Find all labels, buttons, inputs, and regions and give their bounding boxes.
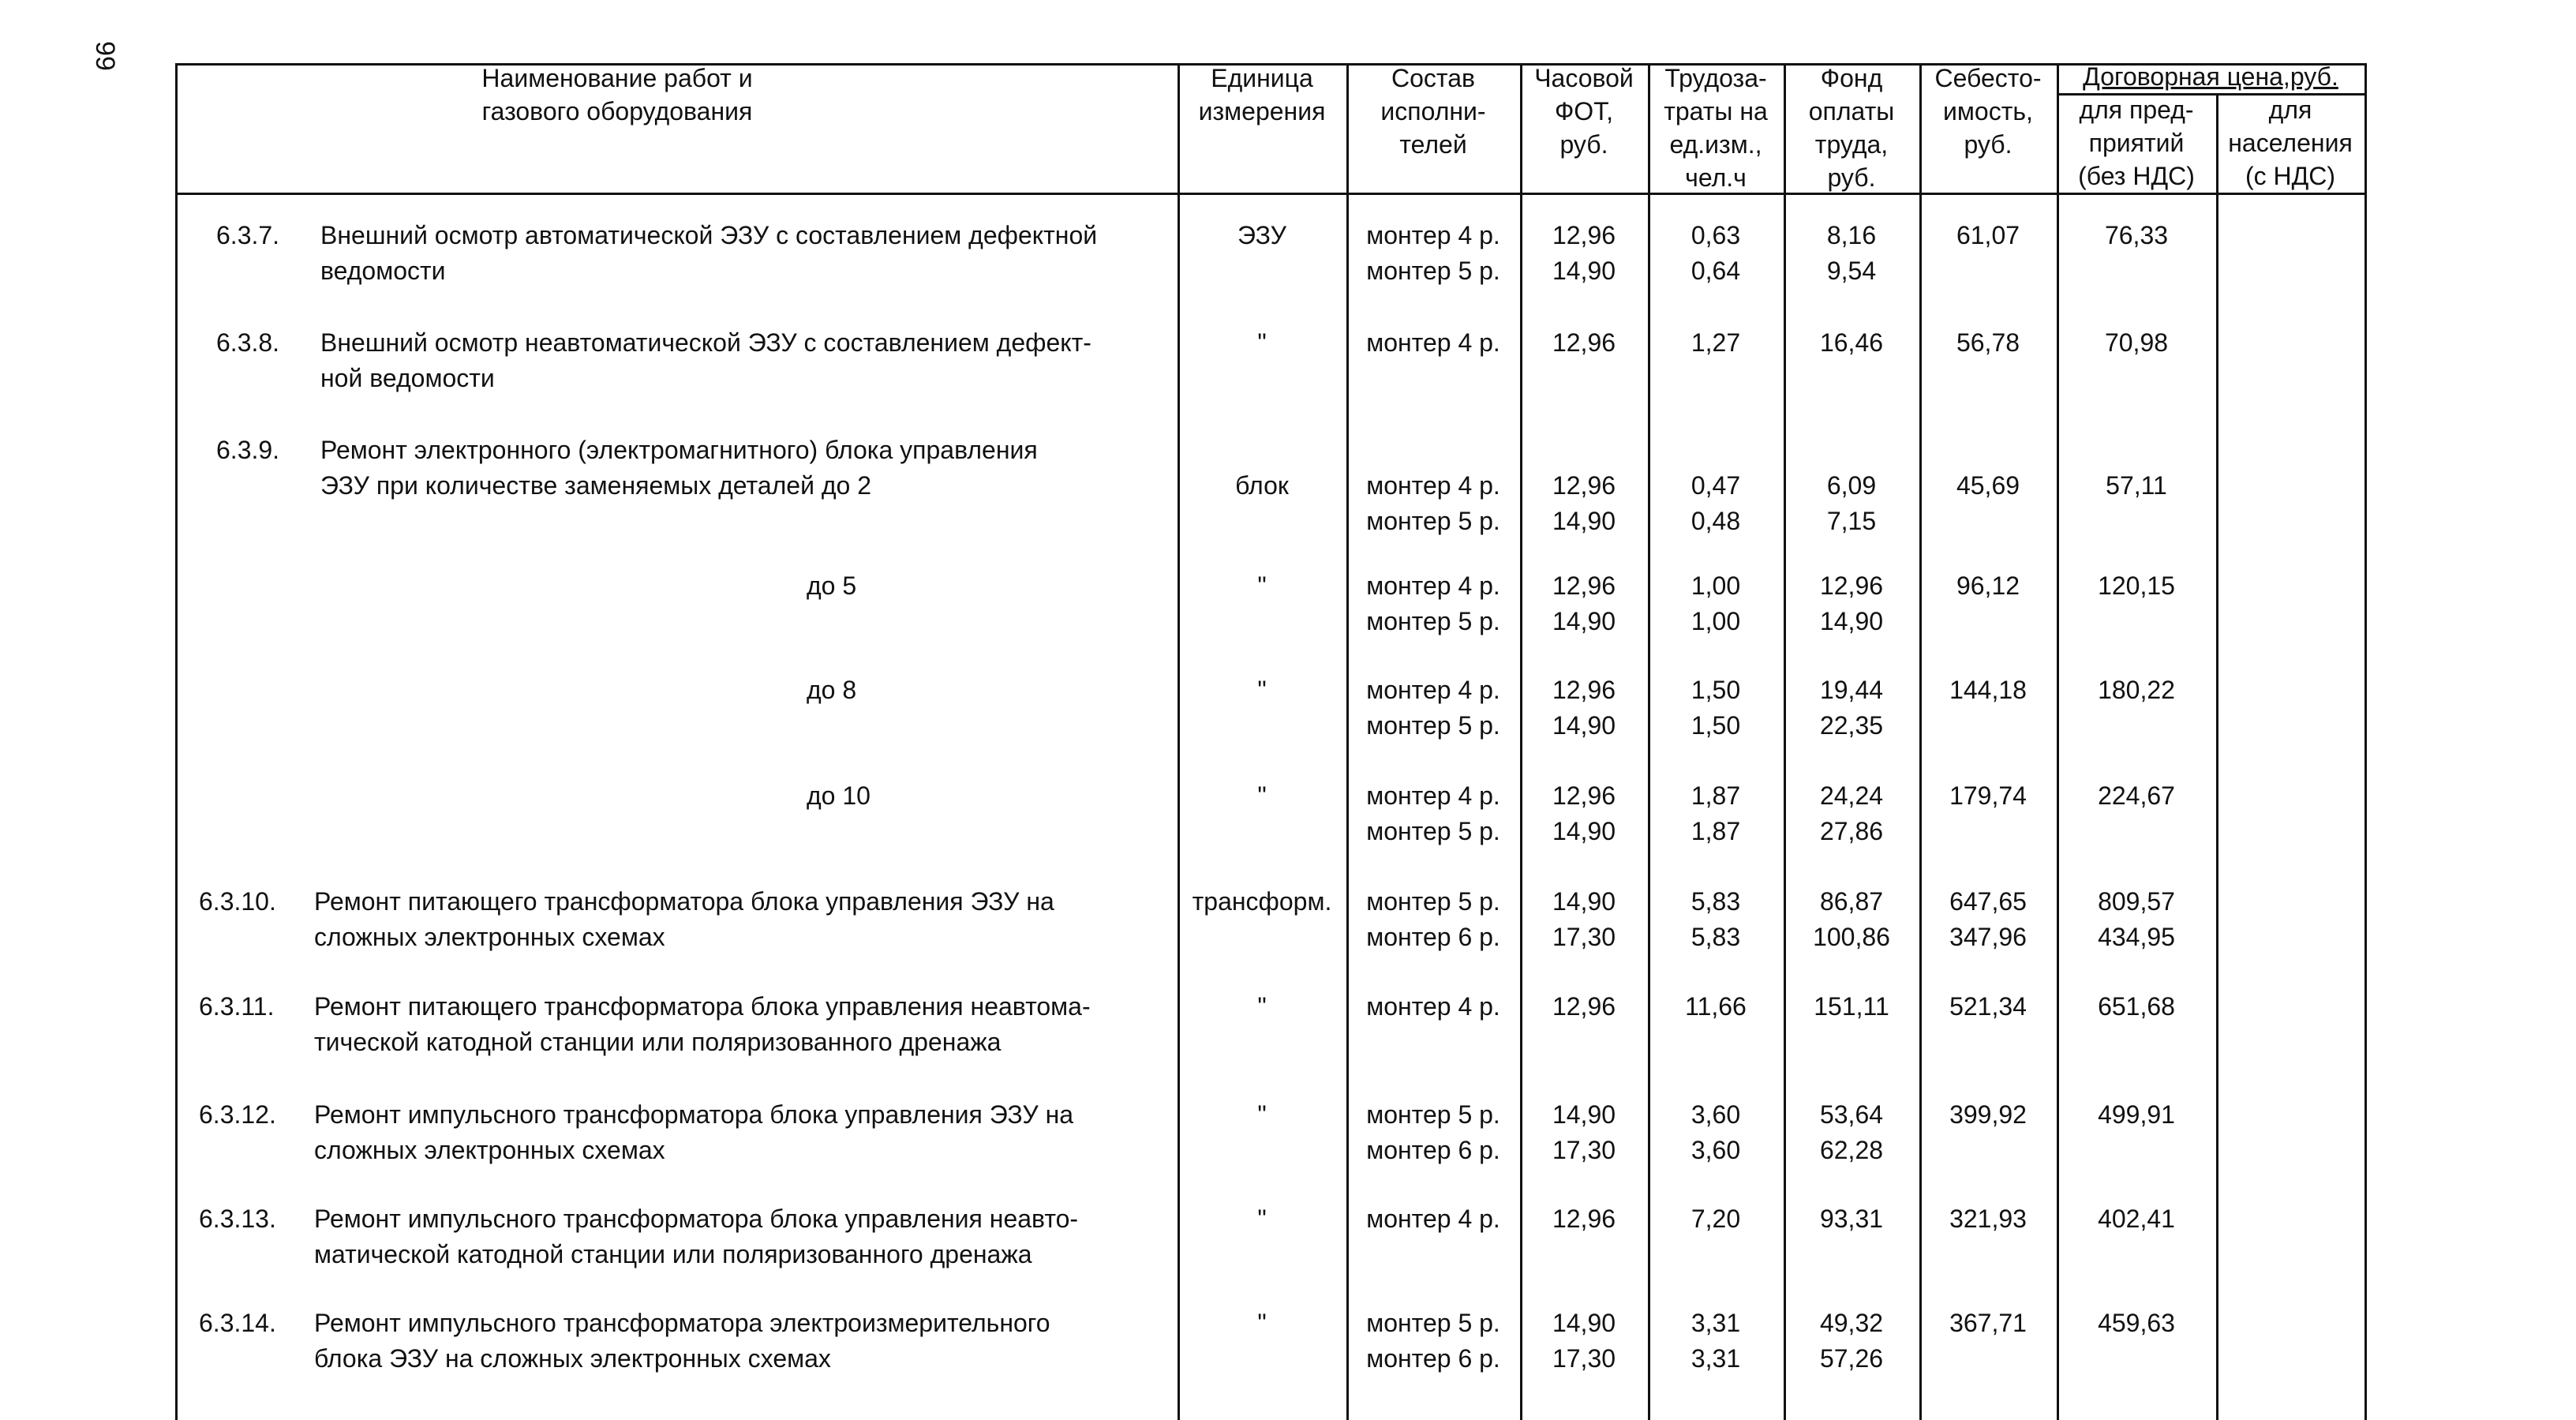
row-name-line (207, 468, 1038, 504)
row-unit-value: трансформ. (1192, 887, 1332, 916)
row-enterprise-value: 70,98 (2104, 328, 2169, 357)
row-labor-value: 1,27 (1690, 328, 1741, 357)
row-staff-value: монтер 4 р. (1366, 221, 1500, 249)
row-fund-value: 100,86 (1813, 923, 1890, 951)
header-staff-line: телей (1399, 130, 1467, 159)
row-name-text: Ремонт электронного (электромагнитного) блока управления (320, 436, 1038, 464)
header-enterprise-line: (без НДС) (2078, 162, 2195, 190)
row-enterprise-value: 402,41 (2098, 1205, 2175, 1233)
row-staff-value: монтер 5 р. (1366, 1309, 1500, 1337)
row-hourly-value: 12,96 (1552, 471, 1616, 500)
row-fund (1784, 1097, 1919, 1168)
row-name-text: сложных электронных схемах (314, 923, 665, 951)
row-name-line (199, 1097, 1074, 1133)
row-staff-value: монтер 5 р. (1366, 607, 1500, 635)
row-labor (1648, 1306, 1784, 1377)
row-fund-value: 12,96 (1819, 571, 1884, 600)
header-population-line: (с НДС) (2245, 162, 2336, 190)
row-labor-value: 5,83 (1690, 923, 1741, 951)
row-fund (1784, 989, 1919, 1025)
row-name-line (207, 1025, 1091, 1060)
row-cost-value: 521,34 (1949, 992, 2027, 1021)
row-cost-value: 399,92 (1949, 1100, 2027, 1129)
row-unit (1178, 1097, 1346, 1133)
row-staff-value: монтер 5 р. (1366, 257, 1500, 285)
row-cost-value: 179,74 (1949, 781, 2027, 810)
header-fund-line: труда, (1814, 130, 1889, 159)
row-unit-value: " (1257, 676, 1267, 704)
row-name-text: Внешний осмотр автоматической ЭЗУ с составлением дефектной (320, 221, 1098, 249)
row-fund-value: 22,35 (1819, 711, 1884, 740)
row-staff-value: монтер 6 р. (1366, 923, 1500, 951)
row-hourly (1520, 1306, 1648, 1377)
row-cost (1919, 325, 2057, 361)
header-contract-price (2057, 60, 2364, 93)
header-unit (1178, 62, 1346, 128)
row-unit (1178, 989, 1346, 1025)
row-fund (1784, 1306, 1919, 1377)
table-row-name (199, 1306, 1050, 1377)
row-number: 6.3.14. (199, 1309, 276, 1337)
row-fund-value: 27,86 (1819, 817, 1884, 845)
header-population-line: населения (2228, 129, 2353, 157)
row-labor (1648, 325, 1784, 361)
row-hourly-value: 14,90 (1552, 711, 1616, 740)
row-staff (1346, 468, 1520, 539)
row-cost-value: 144,18 (1949, 676, 2027, 704)
row-name-text: Ремонт импульсного трансформатора электроизмерительного (314, 1309, 1050, 1337)
row-number: 6.3.10. (199, 887, 276, 916)
row-hourly-value: 14,90 (1552, 1100, 1616, 1129)
row-hourly-value: 17,30 (1552, 1344, 1616, 1373)
header-labor-line: траты на (1664, 97, 1768, 126)
row-staff (1346, 1097, 1520, 1168)
row-unit-value: ЭЗУ (1237, 221, 1286, 249)
row-labor-value: 7,20 (1690, 1205, 1741, 1233)
header-bottom-border (175, 193, 2364, 195)
row-fund (1784, 778, 1919, 849)
row-cost-value: 56,78 (1956, 328, 2020, 357)
row-hourly-value: 12,96 (1552, 221, 1616, 249)
row-hourly (1520, 325, 1648, 361)
row-labor-value: 1,87 (1690, 781, 1741, 810)
column-border-pop (2216, 93, 2218, 1420)
row-name-text: тической катодной станции или поляризованного дренажа (314, 1028, 1002, 1056)
row-cost-value: 61,07 (1956, 221, 2020, 249)
row-staff-value: монтер 4 р. (1366, 571, 1500, 600)
row-staff (1346, 884, 1520, 955)
row-fund-value: 57,26 (1819, 1344, 1884, 1373)
row-name-text: ведомости (320, 257, 446, 285)
header-labor (1648, 62, 1784, 194)
row-hourly (1520, 673, 1648, 744)
row-staff (1346, 1201, 1520, 1237)
header-labor-line: Трудоза- (1664, 64, 1767, 92)
table-row-name (207, 325, 1091, 396)
row-cost-value: 347,96 (1949, 923, 2027, 951)
row-staff-value: монтер 4 р. (1366, 1205, 1500, 1233)
row-labor-value: 1,87 (1690, 817, 1741, 845)
row-name-line (199, 989, 1091, 1025)
row-staff-value: монтер 5 р. (1366, 711, 1500, 740)
row-labor-value: 1,50 (1690, 676, 1741, 704)
row-cost (1919, 884, 2057, 955)
row-number: 6.3.13. (199, 1205, 276, 1233)
row-fund-value: 6,09 (1826, 471, 1877, 500)
row-name-text: ной ведомости (320, 364, 495, 392)
row-hourly-value: 12,96 (1552, 571, 1616, 600)
table-row-subitem: до 10 (807, 781, 871, 810)
row-labor-value: 0,64 (1690, 257, 1741, 285)
table-row-subitem: до 8 (807, 676, 857, 704)
row-labor (1648, 568, 1784, 639)
row-fund (1784, 1201, 1919, 1237)
header-population-line: для (2268, 96, 2312, 124)
row-cost (1919, 989, 2057, 1025)
row-staff (1346, 1306, 1520, 1377)
row-name-text: ЭЗУ при количестве заменяемых деталей до 2 (320, 471, 872, 500)
row-enterprise-value: 57,11 (2106, 471, 2167, 500)
row-fund-value: 53,64 (1819, 1100, 1884, 1129)
row-enterprise-value: 434,95 (2098, 923, 2175, 951)
header-contract-price-line: Договорная цена,руб. (2083, 62, 2338, 91)
row-labor (1648, 468, 1784, 539)
row-cost-value: 367,71 (1949, 1309, 2027, 1337)
row-fund-value: 93,31 (1819, 1205, 1884, 1233)
row-staff-value: монтер 5 р. (1366, 817, 1500, 845)
row-hourly (1520, 468, 1648, 539)
header-hourly (1520, 62, 1648, 161)
row-hourly-value: 12,96 (1552, 676, 1616, 704)
table-row-name (199, 884, 1054, 955)
header-cost-line: Себесто- (1934, 64, 2042, 92)
header-staff-line: Состав (1391, 64, 1475, 92)
header-fund (1784, 62, 1919, 194)
row-labor-value: 3,60 (1690, 1100, 1741, 1129)
row-labor (1648, 673, 1784, 744)
row-hourly (1520, 778, 1648, 849)
row-name-text: Ремонт импульсного трансформатора блока управления неавто- (314, 1205, 1079, 1233)
header-hourly-line: Часовой (1534, 64, 1634, 92)
row-staff-value: монтер 4 р. (1366, 676, 1500, 704)
row-fund-value: 8,16 (1826, 221, 1877, 249)
row-name-line (207, 1237, 1078, 1272)
row-enterprise (2057, 325, 2216, 361)
row-cost-value: 45,69 (1956, 471, 2020, 500)
row-cost (1919, 1097, 2057, 1133)
row-staff-value: монтер 4 р. (1366, 781, 1500, 810)
row-labor-value: 0,63 (1690, 221, 1741, 249)
row-unit-value: " (1257, 781, 1267, 810)
row-fund (1784, 468, 1919, 539)
row-enterprise-value: 809,57 (2098, 887, 2175, 916)
row-staff (1346, 673, 1520, 744)
column-border-name (175, 63, 178, 1420)
row-staff (1346, 218, 1520, 289)
row-labor (1648, 1097, 1784, 1168)
row-name-line (199, 1201, 1079, 1237)
row-unit (1178, 778, 1346, 814)
row-enterprise (2057, 989, 2216, 1025)
row-cost (1919, 673, 2057, 708)
row-labor-value: 1,00 (1690, 607, 1741, 635)
row-staff (1346, 568, 1520, 639)
row-labor (1648, 778, 1784, 849)
header-cost-line: руб. (1964, 130, 2012, 159)
row-enterprise (2057, 778, 2216, 814)
row-unit (1178, 325, 1346, 361)
row-hourly-value: 14,90 (1552, 887, 1616, 916)
row-fund-value: 19,44 (1819, 676, 1884, 704)
row-fund (1784, 218, 1919, 289)
row-enterprise (2057, 468, 2216, 504)
row-name-line (207, 1341, 1050, 1377)
row-name-text: сложных электронных схемах (314, 1136, 665, 1164)
row-number: 6.3.12. (199, 1100, 276, 1129)
row-hourly-value: 12,96 (1552, 992, 1616, 1021)
row-cost (1919, 568, 2057, 604)
row-enterprise-value: 459,63 (2098, 1309, 2175, 1337)
header-fund-line: оплаты (1808, 97, 1895, 126)
row-unit-value: " (1257, 1205, 1267, 1233)
row-enterprise-value: 76,33 (2104, 221, 2169, 249)
row-staff-value: монтер 5 р. (1366, 1100, 1500, 1129)
row-fund-value: 24,24 (1819, 781, 1884, 810)
row-fund-value: 86,87 (1819, 887, 1884, 916)
row-hourly (1520, 568, 1648, 639)
row-fund-value: 49,32 (1819, 1309, 1884, 1337)
row-fund-value: 62,28 (1819, 1136, 1884, 1164)
row-number: 6.3.9. (216, 436, 280, 464)
row-cost-value: 96,12 (1956, 571, 2020, 600)
row-name-line (207, 1133, 1073, 1168)
row-enterprise-value: 651,68 (2098, 992, 2175, 1021)
row-labor-value: 0,47 (1690, 471, 1741, 500)
row-fund-value: 14,90 (1819, 607, 1884, 635)
header-fund-line: Фонд (1820, 64, 1883, 92)
row-labor-value: 1,00 (1690, 571, 1741, 600)
row-hourly-value: 14,90 (1552, 1309, 1616, 1337)
row-unit (1178, 673, 1346, 708)
header-staff (1346, 62, 1520, 161)
header-enterprise (2057, 93, 2216, 193)
row-unit (1178, 468, 1346, 504)
row-hourly-value: 14,90 (1552, 507, 1616, 535)
row-staff-value: монтер 4 р. (1366, 328, 1500, 357)
header-cost (1919, 62, 2057, 161)
table-row-name (199, 989, 1091, 1060)
row-hourly-value: 14,90 (1552, 817, 1616, 845)
header-enterprise-line: приятий (2088, 129, 2185, 157)
header-cost-line: имость, (1943, 97, 2033, 126)
row-staff-value: монтер 5 р. (1366, 507, 1500, 535)
row-labor-value: 3,31 (1690, 1344, 1741, 1373)
row-hourly (1520, 1201, 1648, 1237)
row-enterprise (2057, 1097, 2216, 1133)
row-unit-value: блок (1235, 471, 1289, 500)
column-border-right (2364, 63, 2367, 1420)
header-staff-line: исполни- (1380, 97, 1486, 126)
table-row-name (207, 218, 1097, 289)
row-labor (1648, 884, 1784, 955)
header-name-line: Наименование работ и (481, 64, 753, 92)
row-enterprise (2057, 673, 2216, 708)
header-unit-line: Единица (1211, 64, 1313, 92)
row-enterprise (2057, 218, 2216, 253)
row-enterprise (2057, 884, 2216, 955)
header-labor-line: чел.ч (1685, 163, 1747, 192)
row-enterprise (2057, 1306, 2216, 1341)
row-enterprise-value: 499,91 (2098, 1100, 2175, 1129)
row-name-line (207, 920, 1054, 955)
row-staff-value: монтер 4 р. (1366, 471, 1500, 500)
row-cost (1919, 1306, 2057, 1341)
row-staff (1346, 989, 1520, 1025)
row-cost (1919, 1201, 2057, 1237)
row-name-line (207, 361, 1091, 396)
row-number: 6.3.7. (216, 221, 280, 249)
row-enterprise-value: 120,15 (2098, 571, 2175, 600)
row-hourly-value: 14,90 (1552, 607, 1616, 635)
row-staff (1346, 325, 1520, 361)
header-labor-line: ед.изм., (1669, 130, 1762, 159)
row-name-text: матической катодной станции или поляризованного дренажа (314, 1240, 1032, 1268)
row-name-line (207, 253, 1097, 289)
row-hourly (1520, 1097, 1648, 1168)
row-staff (1346, 778, 1520, 849)
row-cost-value: 321,93 (1949, 1205, 2027, 1233)
row-fund-value: 9,54 (1826, 257, 1877, 285)
row-unit (1178, 218, 1346, 253)
row-hourly-value: 17,30 (1552, 1136, 1616, 1164)
row-cost-value: 647,65 (1949, 887, 2027, 916)
row-hourly-value: 12,96 (1552, 781, 1616, 810)
header-name (175, 62, 1059, 128)
header-hourly-line: ФОТ, (1554, 97, 1614, 126)
table-row-name (199, 1097, 1074, 1168)
row-name-line (207, 325, 1091, 361)
row-enterprise-value: 180,22 (2098, 676, 2175, 704)
page-number: 99 (90, 41, 120, 71)
row-fund-value: 151,11 (1814, 992, 1889, 1021)
row-hourly (1520, 884, 1648, 955)
row-unit-value: " (1257, 1100, 1267, 1129)
row-name-line (199, 1306, 1050, 1341)
row-cost (1919, 778, 2057, 814)
table-row-name (199, 1201, 1079, 1272)
row-name-text: Внешний осмотр неавтоматической ЭЗУ с составлением дефект- (320, 328, 1091, 357)
row-unit-value: " (1257, 328, 1267, 357)
row-number: 6.3.8. (216, 328, 280, 357)
row-labor-value: 1,50 (1690, 711, 1741, 740)
row-unit (1178, 1201, 1346, 1237)
row-hourly (1520, 218, 1648, 289)
row-labor (1648, 989, 1784, 1025)
header-name-line: газового оборудования (481, 97, 753, 126)
row-fund (1784, 568, 1919, 639)
row-unit-value: " (1257, 571, 1267, 600)
row-unit (1178, 884, 1346, 920)
row-name-line (199, 884, 1054, 920)
row-labor-value: 0,48 (1690, 507, 1741, 535)
row-name-line (207, 218, 1097, 253)
row-hourly-value: 12,96 (1552, 1205, 1616, 1233)
row-staff-value: монтер 5 р. (1366, 887, 1500, 916)
header-population (2216, 93, 2364, 193)
row-unit (1178, 1306, 1346, 1341)
header-enterprise-line: для пред- (2079, 96, 2194, 124)
header-fund-line: руб. (1827, 163, 1876, 192)
row-cost (1919, 468, 2057, 504)
row-enterprise-value: 224,67 (2098, 781, 2175, 810)
row-hourly-value: 14,90 (1552, 257, 1616, 285)
row-cost (1919, 218, 2057, 253)
row-hourly-value: 12,96 (1552, 328, 1616, 357)
row-enterprise (2057, 568, 2216, 604)
row-staff-value: монтер 6 р. (1366, 1344, 1500, 1373)
row-unit-value: " (1257, 992, 1267, 1021)
table-row-name (207, 433, 1038, 504)
row-labor-value: 3,60 (1690, 1136, 1741, 1164)
row-name-text: Ремонт питающего трансформатора блока управления ЭЗУ на (314, 887, 1054, 916)
row-fund-value: 16,46 (1819, 328, 1884, 357)
header-hourly-line: руб. (1559, 130, 1608, 159)
row-hourly (1520, 989, 1648, 1025)
row-number: 6.3.11. (199, 992, 275, 1021)
header-unit-line: измерения (1198, 97, 1326, 126)
row-labor (1648, 1201, 1784, 1237)
row-labor-value: 11,66 (1685, 992, 1747, 1021)
row-staff-value: монтер 6 р. (1366, 1136, 1500, 1164)
row-labor-value: 3,31 (1690, 1309, 1741, 1337)
row-staff-value: монтер 4 р. (1366, 992, 1500, 1021)
row-name-text: Ремонт импульсного трансформатора блока управления ЭЗУ на (314, 1100, 1074, 1129)
row-fund (1784, 884, 1919, 955)
row-name-text: Ремонт питающего трансформатора блока управления неавтома- (314, 992, 1091, 1021)
row-labor-value: 5,83 (1690, 887, 1741, 916)
row-unit-value: " (1257, 1309, 1267, 1337)
row-name-text: блока ЭЗУ на сложных электронных схемах (314, 1344, 831, 1373)
row-labor (1648, 218, 1784, 289)
row-unit (1178, 568, 1346, 604)
row-fund-value: 7,15 (1826, 507, 1877, 535)
row-name-line (207, 433, 1038, 468)
row-fund (1784, 673, 1919, 744)
row-enterprise (2057, 1201, 2216, 1237)
row-hourly-value: 17,30 (1552, 923, 1616, 951)
table-row-subitem: до 5 (807, 571, 857, 600)
row-fund (1784, 325, 1919, 361)
